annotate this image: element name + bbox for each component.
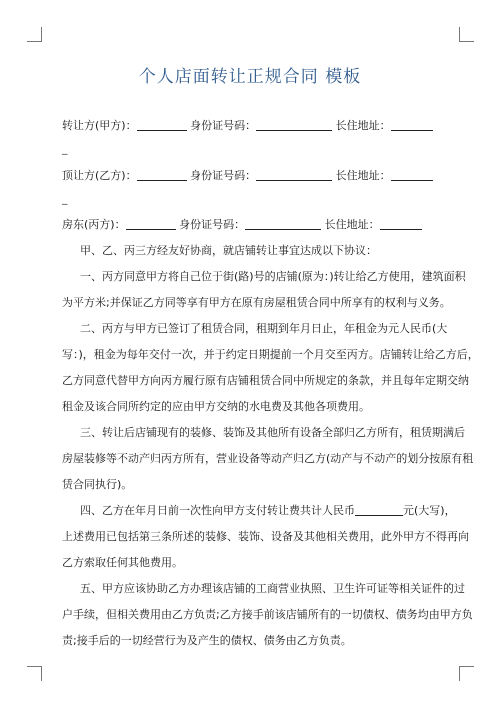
crop-mark-top-left [27, 27, 42, 42]
party-line-transferor: 转让方(甲方)： 身份证号码： 长住地址： [62, 117, 433, 133]
blank-field [380, 218, 422, 230]
blank-field [245, 218, 321, 230]
party-line-transferee: 顶让方(乙方)： 身份证号码： 长住地址： [62, 167, 433, 183]
separator-mark: _ [62, 192, 68, 205]
clause-2-line: 二、丙方与甲方已签订了租赁合同，租期到年月日止，年租金为元人民币(大 [80, 322, 448, 335]
crop-mark-top-right [459, 27, 474, 42]
clause-3-line: 房屋装修等不动产归丙方所有，营业设备等动产归乙方(动产与不动产的划分按原有租 [62, 452, 474, 465]
clause-4-line: 四、乙方在年月日前一次性向甲方支付转让费共计人民币 元(大写)， [80, 504, 456, 517]
clause-5-line: 责;接手后的一切经营行为及产生的债权、债务由乙方负责。 [62, 634, 352, 647]
clause-1-line: 一、丙方同意甲方将自己位于街(路)号的店铺(原为：)转让给乙方使用，建筑面积 [80, 270, 466, 283]
crop-mark-bottom-left [27, 666, 42, 681]
clause-5-line: 户手续，但相关费用由乙方负责;乙方接手前该店铺所有的一切债权、债务均由甲方负 [62, 608, 473, 621]
clause-4-line: 上述费用已包括第三条所述的装修、装饰、设备及其他相关费用，此外甲方不得再向 [62, 530, 469, 543]
blank-field [126, 218, 176, 230]
party-line-landlord: 房东(丙方)： 身份证号码： 长住地址： [62, 216, 422, 232]
clause-2-line: 乙方同意代替甲方向丙方履行原有店铺租赁合同中所规定的条款，并且每年定期交纳 [62, 374, 469, 387]
blank-field [391, 169, 433, 181]
crop-mark-bottom-right [459, 666, 474, 681]
clause-2-line: 写：)，租金为每年交付一次，并于约定日期提前一个月交至丙方。店铺转让给乙方后， [62, 348, 479, 361]
clause-2-line: 租金及该合同所约定的应由甲方交纳的水电费及其他各项费用。 [62, 400, 370, 413]
blank-field [137, 169, 187, 181]
intro-text: 甲、乙、丙三方经友好协商，就店铺转让事宜达成以下协议： [80, 244, 377, 257]
clause-3-line: 赁合同执行)。 [62, 478, 133, 491]
blank-field [256, 119, 332, 131]
blank-field [256, 169, 332, 181]
clause-4-line: 乙方索取任何其他费用。 [62, 556, 183, 569]
clause-5-line: 五、甲方应该协助乙方办理该店铺的工商营业执照、卫生许可证等相关证件的过 [80, 582, 465, 595]
separator-mark: _ [62, 142, 68, 155]
page-title: 个人店面转让正规合同 模板 [138, 67, 362, 87]
clause-3-line: 三、转让后店铺现有的装修、装饰及其他所有设备全部归乙方所有，租赁期满后 [80, 426, 465, 439]
blank-field [137, 119, 187, 131]
blank-field [355, 504, 403, 516]
clause-1-line: 为平方米;并保证乙方同等享有甲方在原有房屋租赁合同中所享有的权利与义务。 [62, 296, 451, 309]
blank-field [391, 119, 433, 131]
